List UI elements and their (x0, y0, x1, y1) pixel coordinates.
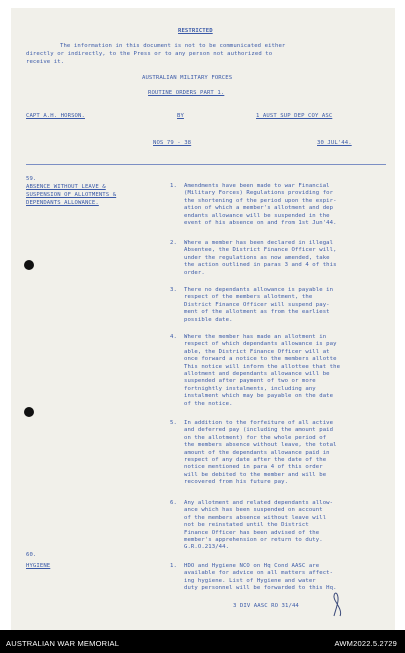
paragraph-line: on the allotment) for the whole period of (184, 434, 327, 441)
section-heading: ABSENCE WITHOUT LEAVE & (26, 184, 106, 190)
paragraph-line: respect of which dependants allowance is pay (184, 341, 337, 348)
paragraph-line: amount of the dependants allowance paid in (184, 449, 330, 456)
paragraph-line: the action outlined in paras 3 and 4 of this (184, 262, 337, 269)
paragraph-line: Where the member has made an allotment in (184, 334, 327, 340)
paragraph-line: ance which has been suspended on account (184, 507, 323, 514)
paragraph-line: member's apprehension or return to duty. (184, 537, 323, 543)
punch-hole (24, 407, 34, 417)
section-heading: HYGIENE (26, 563, 51, 569)
section-number: 59. (26, 176, 37, 182)
paragraph-line: G.R.O.213/44. (184, 544, 230, 551)
paragraph-line: order. (184, 269, 205, 276)
archive-footer (0, 630, 405, 653)
paragraph-line: available for advice on all matters affect- (184, 570, 334, 577)
paragraph-line: respect of any date after the date of the (184, 457, 327, 463)
paragraph-line: suspended after payment of two or more (184, 378, 316, 385)
paragraph-line: Amendments have been made to war Financial (184, 183, 330, 189)
paragraph-line: Absentee, the District Finance Officer will, (184, 247, 337, 254)
paragraph-number: 1. (170, 183, 177, 189)
paragraph-line: the shortening of the period upon the expir- (184, 197, 337, 204)
section-number: 60. (26, 552, 37, 558)
notice-line: receive it. (26, 59, 65, 65)
paragraph-line: ation of which a member's allotment and dep (184, 205, 334, 212)
paragraph-line: respect of the members allotment, the (184, 294, 313, 301)
paragraph-line: Finance Officer has been advised of the (184, 529, 320, 536)
paragraph-line: will be debited to the member and will be (184, 471, 327, 478)
paragraph-number: 3. (170, 287, 177, 293)
notice-line: directly or indirectly, to the Press or to any person not authorized to (26, 51, 273, 57)
unit-name: 1 AUST SUP DEP COY ASC (256, 113, 333, 119)
paragraph-line: ing hygiene. List of Hygiene and water (184, 577, 316, 584)
orders-title: ROUTINE ORDERS PART 1. (148, 90, 225, 96)
section-heading: DEPENDANTS ALLOWANCE. (26, 200, 99, 206)
paragraph-line: This notice will inform the allottee that the (184, 363, 341, 370)
paragraph-line: allotment and dependants allowance will be (184, 371, 330, 377)
paragraph-number: 1. (170, 563, 177, 569)
divider (26, 164, 386, 165)
paragraph-line: of the members absence without leave will (184, 514, 327, 521)
paragraph-line: ment of the allotment as from the earliest (184, 309, 330, 316)
paragraph-line: Any allotment and related dependants allow- (184, 500, 334, 506)
order-number: NOS 79 - 38 (153, 140, 192, 146)
officer-name: CAPT A.H. HORSON. (26, 113, 85, 119)
paragraph-line: duty personnel will be forwarded to this Hq. (184, 585, 337, 592)
paragraph-line: event of his absence on and from 1st Jun'44. (184, 220, 337, 226)
paragraph-line: not be reinstated until the District (184, 522, 309, 529)
paragraph-line: the members absence without leave, the total (184, 442, 337, 449)
paragraph-line: under the regulations as now amended, take (184, 254, 330, 261)
paragraph-line: possible date. (184, 316, 233, 323)
by-label: BY (177, 113, 184, 119)
paragraph-line: notice mentioned in para 4 of this order (184, 464, 323, 471)
archive-name: AUSTRALIAN WAR MEMORIAL (6, 639, 120, 648)
punch-hole (24, 260, 34, 270)
paragraph-number: 2. (170, 240, 177, 246)
paragraph-line: able, the District Finance Officer will at (184, 348, 330, 355)
paragraph-line: of the notice. (184, 400, 233, 407)
order-reference: 3 DIV AASC RO 31/44 (233, 603, 299, 609)
classification-heading: RESTRICTED (178, 28, 213, 34)
archive-id: AWM2022.5.2729 (334, 639, 397, 648)
paragraph-line: once forward a notice to the members allotte (184, 356, 337, 363)
paragraph-number: 4. (170, 334, 177, 340)
paragraph-line: (Military Forces) Regulations providing for (184, 190, 334, 197)
notice-line: The information in this document is not to be communicated either (60, 43, 286, 49)
paragraph-number: 6. (170, 500, 177, 506)
paragraph-line: In addition to the forfeiture of all active (184, 420, 334, 426)
paragraph-line: instalment which may be payable on the date (184, 393, 334, 400)
paragraph-line: HDO and Hygiene NCO on Hq Cond AASC are (184, 563, 320, 569)
paragraph-line: Where a member has been declared in illegal (184, 240, 334, 246)
paragraph-line: endants allowance will be suspended in the (184, 212, 330, 219)
signature (328, 590, 348, 618)
order-date: 30 JUL'44. (317, 140, 352, 146)
paragraph-line: recovered from his future pay. (184, 479, 289, 486)
paragraph-line: and deferred pay (including the amount paid (184, 427, 334, 434)
paragraph-line: District Finance Officer will suspend pay- (184, 301, 330, 308)
paragraph-line: fortnightly instalments, including any (184, 385, 316, 392)
paragraph-line: There no dependants allowance is payable in (184, 287, 334, 293)
paragraph-number: 5. (170, 420, 177, 426)
force-title: AUSTRALIAN MILITARY FORCES (142, 75, 233, 81)
section-heading: SUSPENSION OF ALLOTMENTS & (26, 192, 117, 198)
